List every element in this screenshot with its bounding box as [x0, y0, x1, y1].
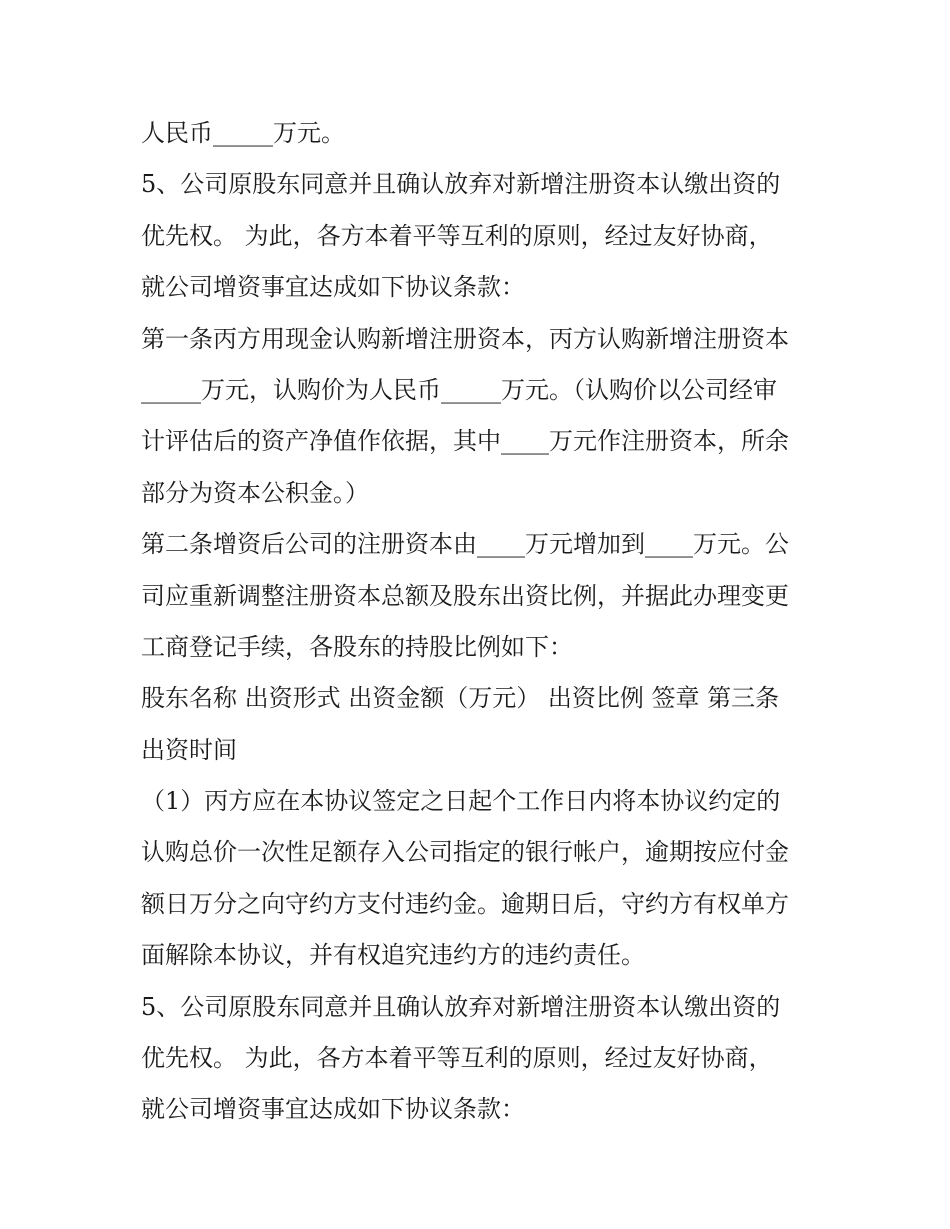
text-line: 优先权。 为此，各方本着平等互利的原则，经过友好协商，	[141, 1044, 773, 1073]
text-line: 5、公司原股东同意并且确认放弃对新增注册资本认缴出资的	[141, 992, 781, 1021]
text-line: 就公司增资事宜达成如下协议条款：	[141, 1095, 525, 1124]
text-line: 认购总价一次性足额存入公司指定的银行帐户，逾期按应付金	[141, 838, 789, 867]
text-line: 第二条增资后公司的注册资本由____万元增加到____万元。公	[141, 530, 789, 559]
text-line: 面解除本协议，并有权追究违约方的违约责任。	[141, 941, 645, 970]
text-line: _____万元，认购价为人民币_____万元。（认购价以公司经审	[141, 375, 777, 404]
text-line: 额日万分之向守约方支付违约金。逾期日后，守约方有权单方	[141, 889, 789, 918]
document-body	[141, 108, 831, 1136]
text-line: 人民币_____万元。	[141, 119, 345, 147]
text-line: 第一条丙方用现金认购新增注册资本，丙方认购新增注册资本	[141, 324, 789, 353]
text-line: 出资时间	[141, 735, 237, 764]
text-line: 优先权。 为此，各方本着平等互利的原则，经过友好协商，	[141, 221, 773, 250]
text-line: 部分为资本公积金。）	[141, 478, 369, 507]
text-line: 工商登记手续，各股东的持股比例如下：	[141, 632, 573, 661]
text-line: 股东名称 出资形式 出资金额（万元） 出资比例 签章 第三条	[141, 684, 780, 713]
text-line: 计评估后的资产净值作依据，其中____万元作注册资本，所余	[141, 427, 789, 456]
text-line: 就公司增资事宜达成如下协议条款：	[141, 273, 525, 302]
text-line: （1）丙方应在本协议签定之日起个工作日内将本协议约定的	[141, 787, 781, 816]
text-line: 5、公司原股东同意并且确认放弃对新增注册资本认缴出资的	[141, 170, 781, 199]
text-line: 司应重新调整注册资本总额及股东出资比例，并据此办理变更	[141, 581, 789, 610]
